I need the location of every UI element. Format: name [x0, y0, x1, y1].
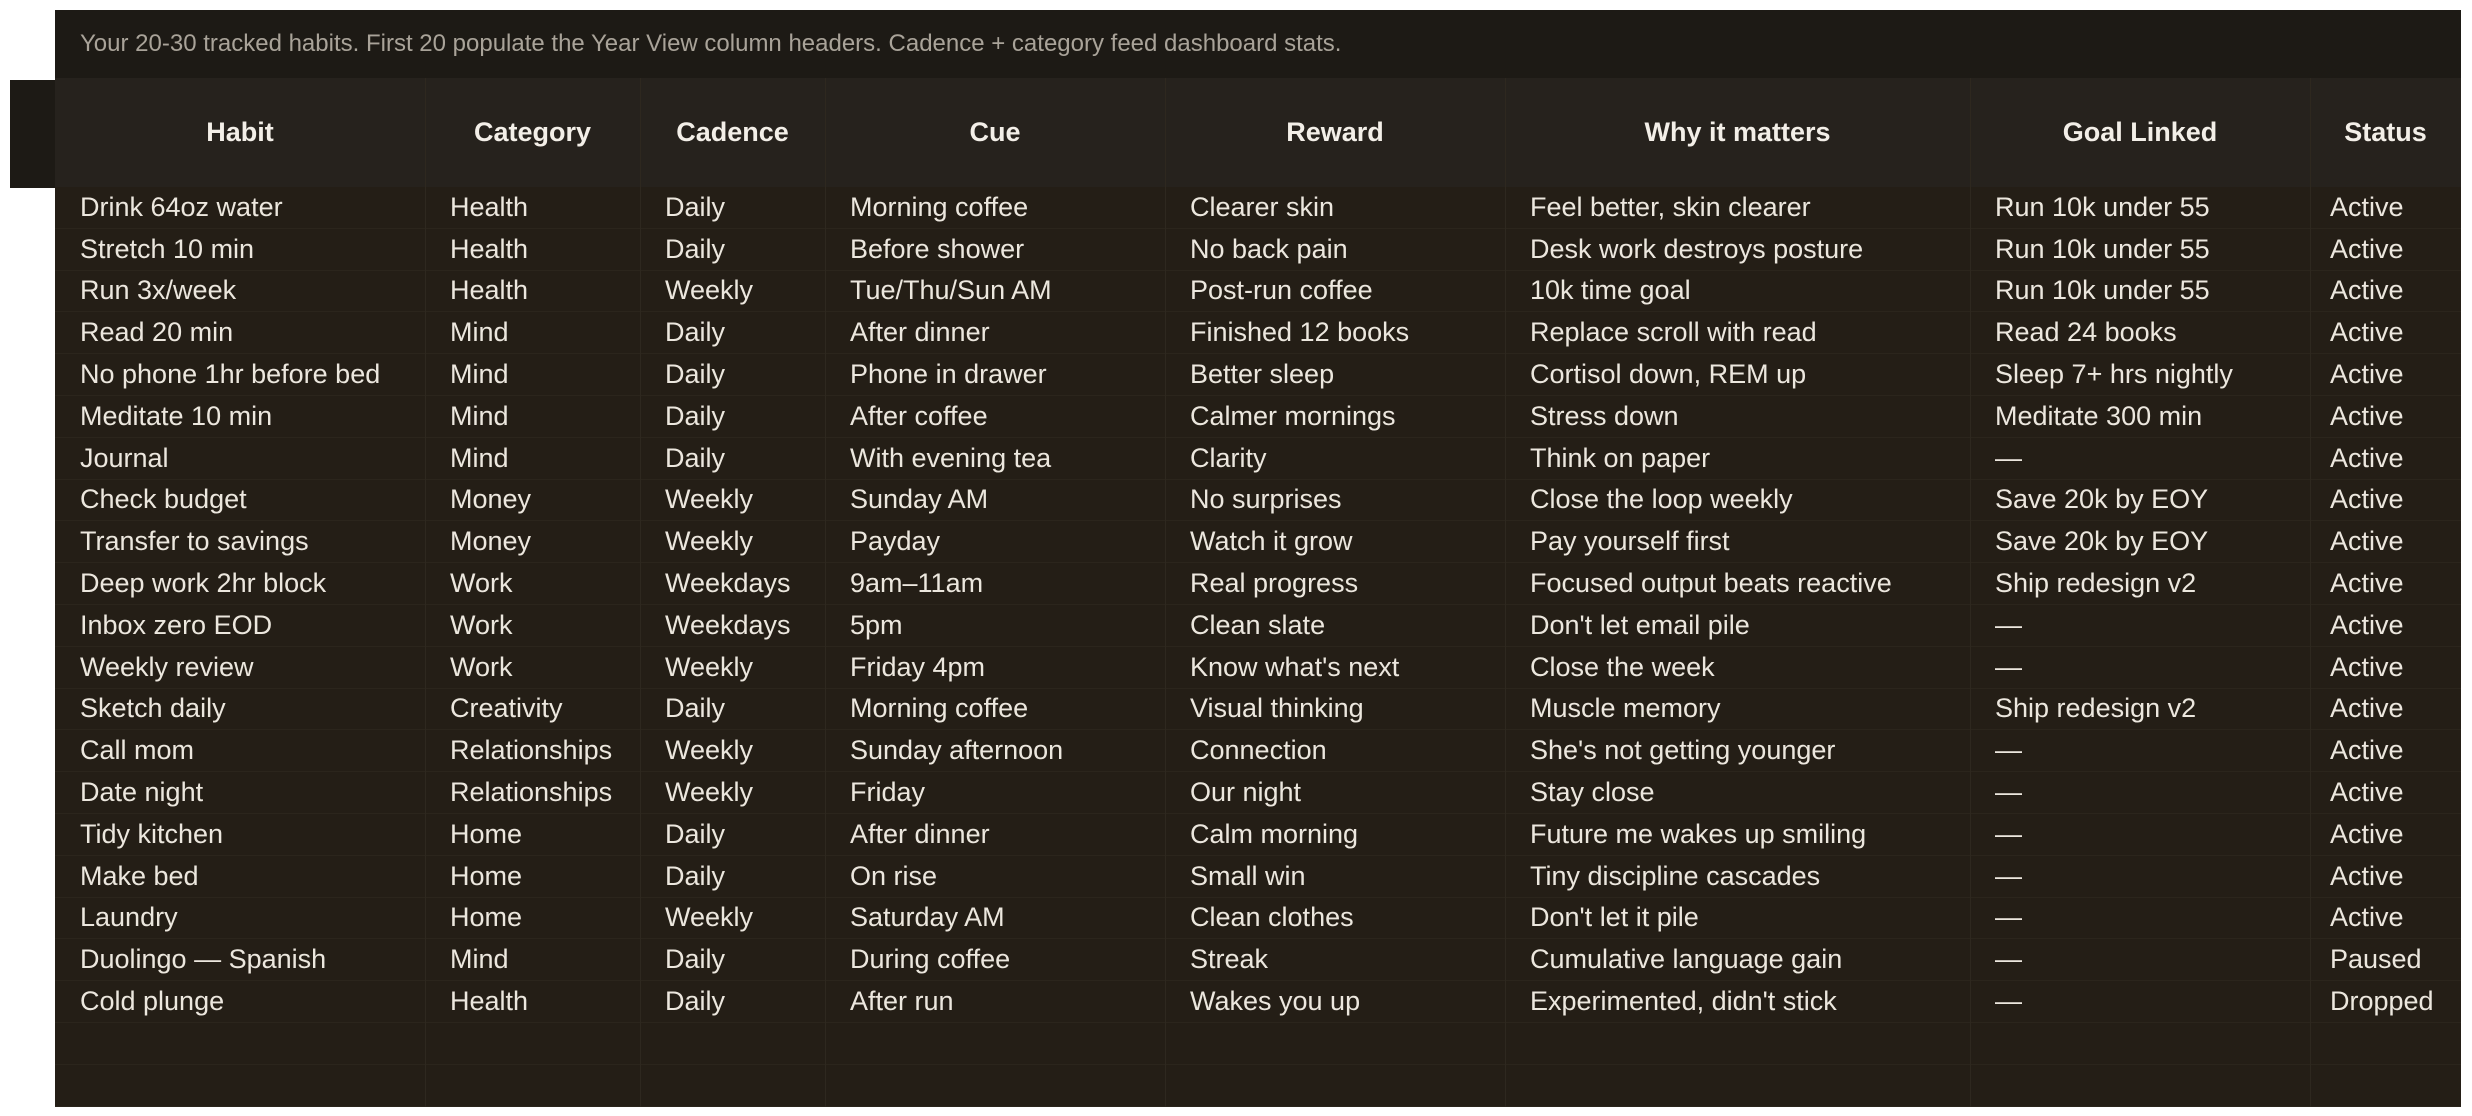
cell-status[interactable]: Active	[2330, 275, 2404, 306]
cell-goal-linked[interactable]: Run 10k under 55	[1995, 275, 2210, 306]
cell-cadence[interactable]: Weekly	[665, 735, 754, 766]
table-row[interactable]	[55, 730, 2461, 772]
cell-cue[interactable]: Morning coffee	[850, 191, 1029, 222]
cell-category[interactable]: Money	[450, 526, 532, 557]
table-row[interactable]	[55, 438, 2461, 480]
row-header-handle	[10, 80, 55, 188]
table-row[interactable]	[55, 898, 2461, 940]
cell-category[interactable]: Relationships	[450, 735, 613, 766]
cell-why-it-matters[interactable]: Stress down	[1530, 400, 1679, 431]
cell-status[interactable]: Active	[2330, 651, 2404, 682]
table-row[interactable]	[55, 521, 2461, 563]
cell-reward[interactable]: Our night	[1190, 777, 1302, 808]
cell-habit[interactable]: Call mom	[80, 735, 195, 766]
cell-reward[interactable]: Calm morning	[1190, 818, 1359, 849]
cell-status[interactable]: Active	[2330, 191, 2404, 222]
cell-reward[interactable]: No back pain	[1190, 233, 1348, 264]
cell-goal-linked[interactable]: —	[1995, 777, 2022, 808]
cell-cue[interactable]: Morning coffee	[850, 693, 1029, 724]
cell-why-it-matters[interactable]: Don't let email pile	[1530, 609, 1750, 640]
cell-status[interactable]: Paused	[2330, 944, 2422, 975]
table-description: Your 20-30 tracked habits. First 20 populate the Year View column headers. Cadence + category feed dashboard stats.	[55, 10, 2461, 78]
cell-category[interactable]: Relationships	[450, 777, 613, 808]
cell-why-it-matters[interactable]: Stay close	[1530, 777, 1655, 808]
cell-reward[interactable]: No surprises	[1190, 484, 1342, 515]
cell-cadence[interactable]: Weekly	[665, 651, 754, 682]
cell-cadence[interactable]: Weekly	[665, 777, 754, 808]
cell-status[interactable]: Active	[2330, 484, 2404, 515]
cell-reward[interactable]: Clean slate	[1190, 609, 1326, 640]
table-row[interactable]	[55, 480, 2461, 522]
cell-goal-linked[interactable]: —	[1995, 986, 2022, 1017]
cell-habit[interactable]: Transfer to savings	[80, 526, 309, 557]
cell-habit[interactable]: Inbox zero EOD	[80, 609, 273, 640]
cell-goal-linked[interactable]: —	[1995, 442, 2022, 473]
cell-cue[interactable]: 5pm	[850, 609, 903, 640]
cell-cue[interactable]: Sunday afternoon	[850, 735, 1064, 766]
cell-cue[interactable]: After dinner	[850, 317, 990, 348]
cell-habit[interactable]: Deep work 2hr block	[80, 568, 327, 599]
cell-cue[interactable]: Sunday AM	[850, 484, 989, 515]
cell-category[interactable]: Home	[450, 860, 523, 891]
cell-habit[interactable]: Sketch daily	[80, 693, 226, 724]
column-header-goal-linked[interactable]: Goal Linked	[2062, 117, 2218, 147]
column-header-habit[interactable]: Habit	[206, 117, 274, 147]
cell-goal-linked[interactable]: Run 10k under 55	[1995, 233, 2210, 264]
cell-why-it-matters[interactable]: Experimented, didn't stick	[1530, 986, 1837, 1017]
cell-habit[interactable]: Drink 64oz water	[80, 191, 283, 222]
cell-cadence[interactable]: Weekly	[665, 526, 754, 557]
cell-cue[interactable]: Phone in drawer	[850, 359, 1047, 390]
cell-habit[interactable]: Date night	[80, 777, 204, 808]
cell-cue[interactable]: During coffee	[850, 944, 1011, 975]
cell-why-it-matters[interactable]: Focused output beats reactive	[1530, 568, 1892, 599]
cell-goal-linked[interactable]: —	[1995, 860, 2022, 891]
cell-goal-linked[interactable]: Read 24 books	[1995, 317, 2177, 348]
cell-category[interactable]: Work	[450, 568, 513, 599]
cell-reward[interactable]: Clean clothes	[1190, 902, 1354, 933]
column-header-category[interactable]: Category	[473, 117, 592, 147]
cell-category[interactable]: Work	[450, 609, 513, 640]
table-row[interactable]	[55, 1023, 2461, 1065]
cell-status[interactable]: Dropped	[2330, 986, 2434, 1017]
cell-why-it-matters[interactable]: Desk work destroys posture	[1530, 233, 1864, 264]
cell-cadence[interactable]: Daily	[665, 860, 726, 891]
column-header-cue[interactable]: Cue	[969, 117, 1021, 147]
cell-goal-linked[interactable]: —	[1995, 902, 2022, 933]
cell-category[interactable]: Home	[450, 818, 523, 849]
cell-goal-linked[interactable]: —	[1995, 609, 2022, 640]
cell-category[interactable]: Health	[450, 986, 529, 1017]
cell-cadence[interactable]: Daily	[665, 693, 726, 724]
cell-status[interactable]: Active	[2330, 609, 2404, 640]
column-header-cadence[interactable]: Cadence	[676, 117, 789, 147]
cell-why-it-matters[interactable]: Future me wakes up smiling	[1530, 818, 1867, 849]
cell-why-it-matters[interactable]: Close the loop weekly	[1530, 484, 1793, 515]
cell-status[interactable]: Active	[2330, 735, 2404, 766]
cell-status[interactable]: Active	[2330, 568, 2404, 599]
cell-goal-linked[interactable]: —	[1995, 651, 2022, 682]
column-header-reward[interactable]: Reward	[1286, 117, 1384, 147]
cell-cue[interactable]: Tue/Thu/Sun AM	[850, 275, 1052, 306]
table-row[interactable]	[55, 856, 2461, 898]
habits-table	[55, 10, 2461, 1107]
cell-reward[interactable]: Connection	[1190, 735, 1327, 766]
cell-goal-linked[interactable]: Ship redesign v2	[1995, 568, 2197, 599]
cell-cue[interactable]: Saturday AM	[850, 902, 1005, 933]
cell-why-it-matters[interactable]: Tiny discipline cascades	[1530, 860, 1821, 891]
cell-cadence[interactable]: Daily	[665, 191, 726, 222]
table-row[interactable]	[55, 271, 2461, 313]
cell-status[interactable]: Active	[2330, 359, 2404, 390]
cell-cadence[interactable]: Weekdays	[665, 568, 791, 599]
table-row[interactable]	[55, 981, 2461, 1023]
table-row[interactable]	[55, 563, 2461, 605]
table-row[interactable]	[55, 939, 2461, 981]
cell-status[interactable]: Active	[2330, 233, 2404, 264]
cell-reward[interactable]: Finished 12 books	[1190, 317, 1410, 348]
cell-cue[interactable]: 9am–11am	[850, 568, 984, 599]
table-body	[55, 187, 2461, 1107]
cell-reward[interactable]: Clearer skin	[1190, 191, 1335, 222]
cell-habit[interactable]: Run 3x/week	[80, 275, 237, 306]
column-header-why-it-matters[interactable]: Why it matters	[1644, 117, 1831, 147]
cell-why-it-matters[interactable]: Feel better, skin clearer	[1530, 191, 1811, 222]
cell-reward[interactable]: Know what's next	[1190, 651, 1400, 682]
cell-goal-linked[interactable]: Ship redesign v2	[1995, 693, 2197, 724]
cell-goal-linked[interactable]: Save 20k by EOY	[1995, 526, 2209, 557]
cell-cue[interactable]: After coffee	[850, 400, 988, 431]
cell-cue[interactable]: Payday	[850, 526, 941, 557]
cell-why-it-matters[interactable]: Cortisol down, REM up	[1530, 359, 1807, 390]
cell-cue[interactable]: After dinner	[850, 818, 990, 849]
cell-cue[interactable]: Friday 4pm	[850, 651, 986, 682]
table-row[interactable]	[55, 772, 2461, 814]
table-header-row	[55, 78, 2461, 187]
cell-cue[interactable]: Before shower	[850, 233, 1025, 264]
cell-category[interactable]: Mind	[450, 944, 509, 975]
table-row[interactable]	[55, 229, 2461, 271]
cell-cadence[interactable]: Daily	[665, 986, 726, 1017]
cell-cue[interactable]: Friday	[850, 777, 926, 808]
table-row[interactable]	[55, 187, 2461, 229]
cell-category[interactable]: Health	[450, 233, 529, 264]
cell-reward[interactable]: Real progress	[1190, 568, 1359, 599]
cell-category[interactable]: Health	[450, 191, 529, 222]
cell-category[interactable]: Mind	[450, 317, 509, 348]
cell-habit[interactable]: Read 20 min	[80, 317, 234, 348]
cell-category[interactable]: Health	[450, 275, 529, 306]
cell-why-it-matters[interactable]: Replace scroll with read	[1530, 317, 1817, 348]
cell-habit[interactable]: No phone 1hr before bed	[80, 359, 381, 390]
table-row[interactable]	[55, 605, 2461, 647]
cell-category[interactable]: Work	[450, 651, 513, 682]
cell-cue[interactable]: After run	[850, 986, 954, 1017]
cell-cadence[interactable]: Daily	[665, 442, 726, 473]
cell-cadence[interactable]: Weekdays	[665, 609, 791, 640]
cell-why-it-matters[interactable]: 10k time goal	[1530, 275, 1691, 306]
cell-reward[interactable]: Wakes you up	[1190, 986, 1361, 1017]
table-row[interactable]	[55, 1065, 2461, 1107]
cell-category[interactable]: Mind	[450, 400, 509, 431]
cell-cadence[interactable]: Daily	[665, 359, 726, 390]
table-row[interactable]	[55, 689, 2461, 731]
table-row[interactable]	[55, 647, 2461, 689]
cell-cadence[interactable]: Daily	[665, 400, 726, 431]
cell-goal-linked[interactable]: Meditate 300 min	[1995, 400, 2203, 431]
cell-habit[interactable]: Make bed	[80, 860, 199, 891]
cell-reward[interactable]: Better sleep	[1190, 359, 1335, 390]
cell-habit[interactable]: Cold plunge	[80, 986, 225, 1017]
table-row[interactable]	[55, 396, 2461, 438]
cell-category[interactable]: Mind	[450, 442, 509, 473]
cell-cadence[interactable]: Daily	[665, 233, 726, 264]
cell-goal-linked[interactable]: Sleep 7+ hrs nightly	[1995, 359, 2233, 390]
cell-habit[interactable]: Weekly review	[80, 651, 254, 682]
cell-cue[interactable]: On rise	[850, 860, 938, 891]
cell-why-it-matters[interactable]: Pay yourself first	[1530, 526, 1730, 557]
cell-status[interactable]: Active	[2330, 526, 2404, 557]
cell-category[interactable]: Mind	[450, 359, 509, 390]
cell-cadence[interactable]: Weekly	[665, 484, 754, 515]
cell-why-it-matters[interactable]: She's not getting younger	[1530, 735, 1836, 766]
cell-category[interactable]: Money	[450, 484, 532, 515]
cell-habit[interactable]: Check budget	[80, 484, 247, 515]
table-row[interactable]	[55, 354, 2461, 396]
cell-reward[interactable]: Small win	[1190, 860, 1306, 891]
cell-why-it-matters[interactable]: Think on paper	[1530, 442, 1711, 473]
cell-cadence[interactable]: Weekly	[665, 902, 754, 933]
cell-status[interactable]: Active	[2330, 902, 2404, 933]
cell-reward[interactable]: Visual thinking	[1190, 693, 1364, 724]
cell-why-it-matters[interactable]: Cumulative language gain	[1530, 944, 1843, 975]
cell-habit[interactable]: Meditate 10 min	[80, 400, 273, 431]
cell-cue[interactable]: With evening tea	[850, 442, 1052, 473]
cell-goal-linked[interactable]: —	[1995, 944, 2022, 975]
cell-goal-linked[interactable]: Run 10k under 55	[1995, 191, 2210, 222]
cell-cadence[interactable]: Daily	[665, 944, 726, 975]
cell-status[interactable]: Active	[2330, 818, 2404, 849]
cell-reward[interactable]: Streak	[1190, 944, 1269, 975]
cell-status[interactable]: Active	[2330, 317, 2404, 348]
cell-why-it-matters[interactable]: Muscle memory	[1530, 693, 1721, 724]
table-row[interactable]	[55, 814, 2461, 856]
cell-habit[interactable]: Laundry	[80, 902, 178, 933]
cell-why-it-matters[interactable]: Don't let it pile	[1530, 902, 1699, 933]
cell-status[interactable]: Active	[2330, 777, 2404, 808]
cell-status[interactable]: Active	[2330, 693, 2404, 724]
cell-habit[interactable]: Tidy kitchen	[80, 818, 224, 849]
cell-status[interactable]: Active	[2330, 860, 2404, 891]
cell-reward[interactable]: Watch it grow	[1190, 526, 1353, 557]
cell-habit[interactable]: Duolingo — Spanish	[80, 944, 327, 975]
cell-reward[interactable]: Post-run coffee	[1190, 275, 1373, 306]
cell-goal-linked[interactable]: Save 20k by EOY	[1995, 484, 2209, 515]
cell-habit[interactable]: Stretch 10 min	[80, 233, 255, 264]
cell-habit[interactable]: Journal	[80, 442, 169, 473]
cell-reward[interactable]: Calmer mornings	[1190, 400, 1396, 431]
cell-cadence[interactable]: Daily	[665, 818, 726, 849]
cell-status[interactable]: Active	[2330, 400, 2404, 431]
cell-category[interactable]: Home	[450, 902, 523, 933]
cell-cadence[interactable]: Weekly	[665, 275, 754, 306]
cell-status[interactable]: Active	[2330, 442, 2404, 473]
cell-cadence[interactable]: Daily	[665, 317, 726, 348]
cell-goal-linked[interactable]: —	[1995, 818, 2022, 849]
column-header-status[interactable]: Status	[2344, 117, 2427, 147]
cell-goal-linked[interactable]: —	[1995, 735, 2022, 766]
cell-category[interactable]: Creativity	[450, 693, 563, 724]
cell-why-it-matters[interactable]: Close the week	[1530, 651, 1715, 682]
cell-reward[interactable]: Clarity	[1190, 442, 1267, 473]
table-row[interactable]	[55, 312, 2461, 354]
